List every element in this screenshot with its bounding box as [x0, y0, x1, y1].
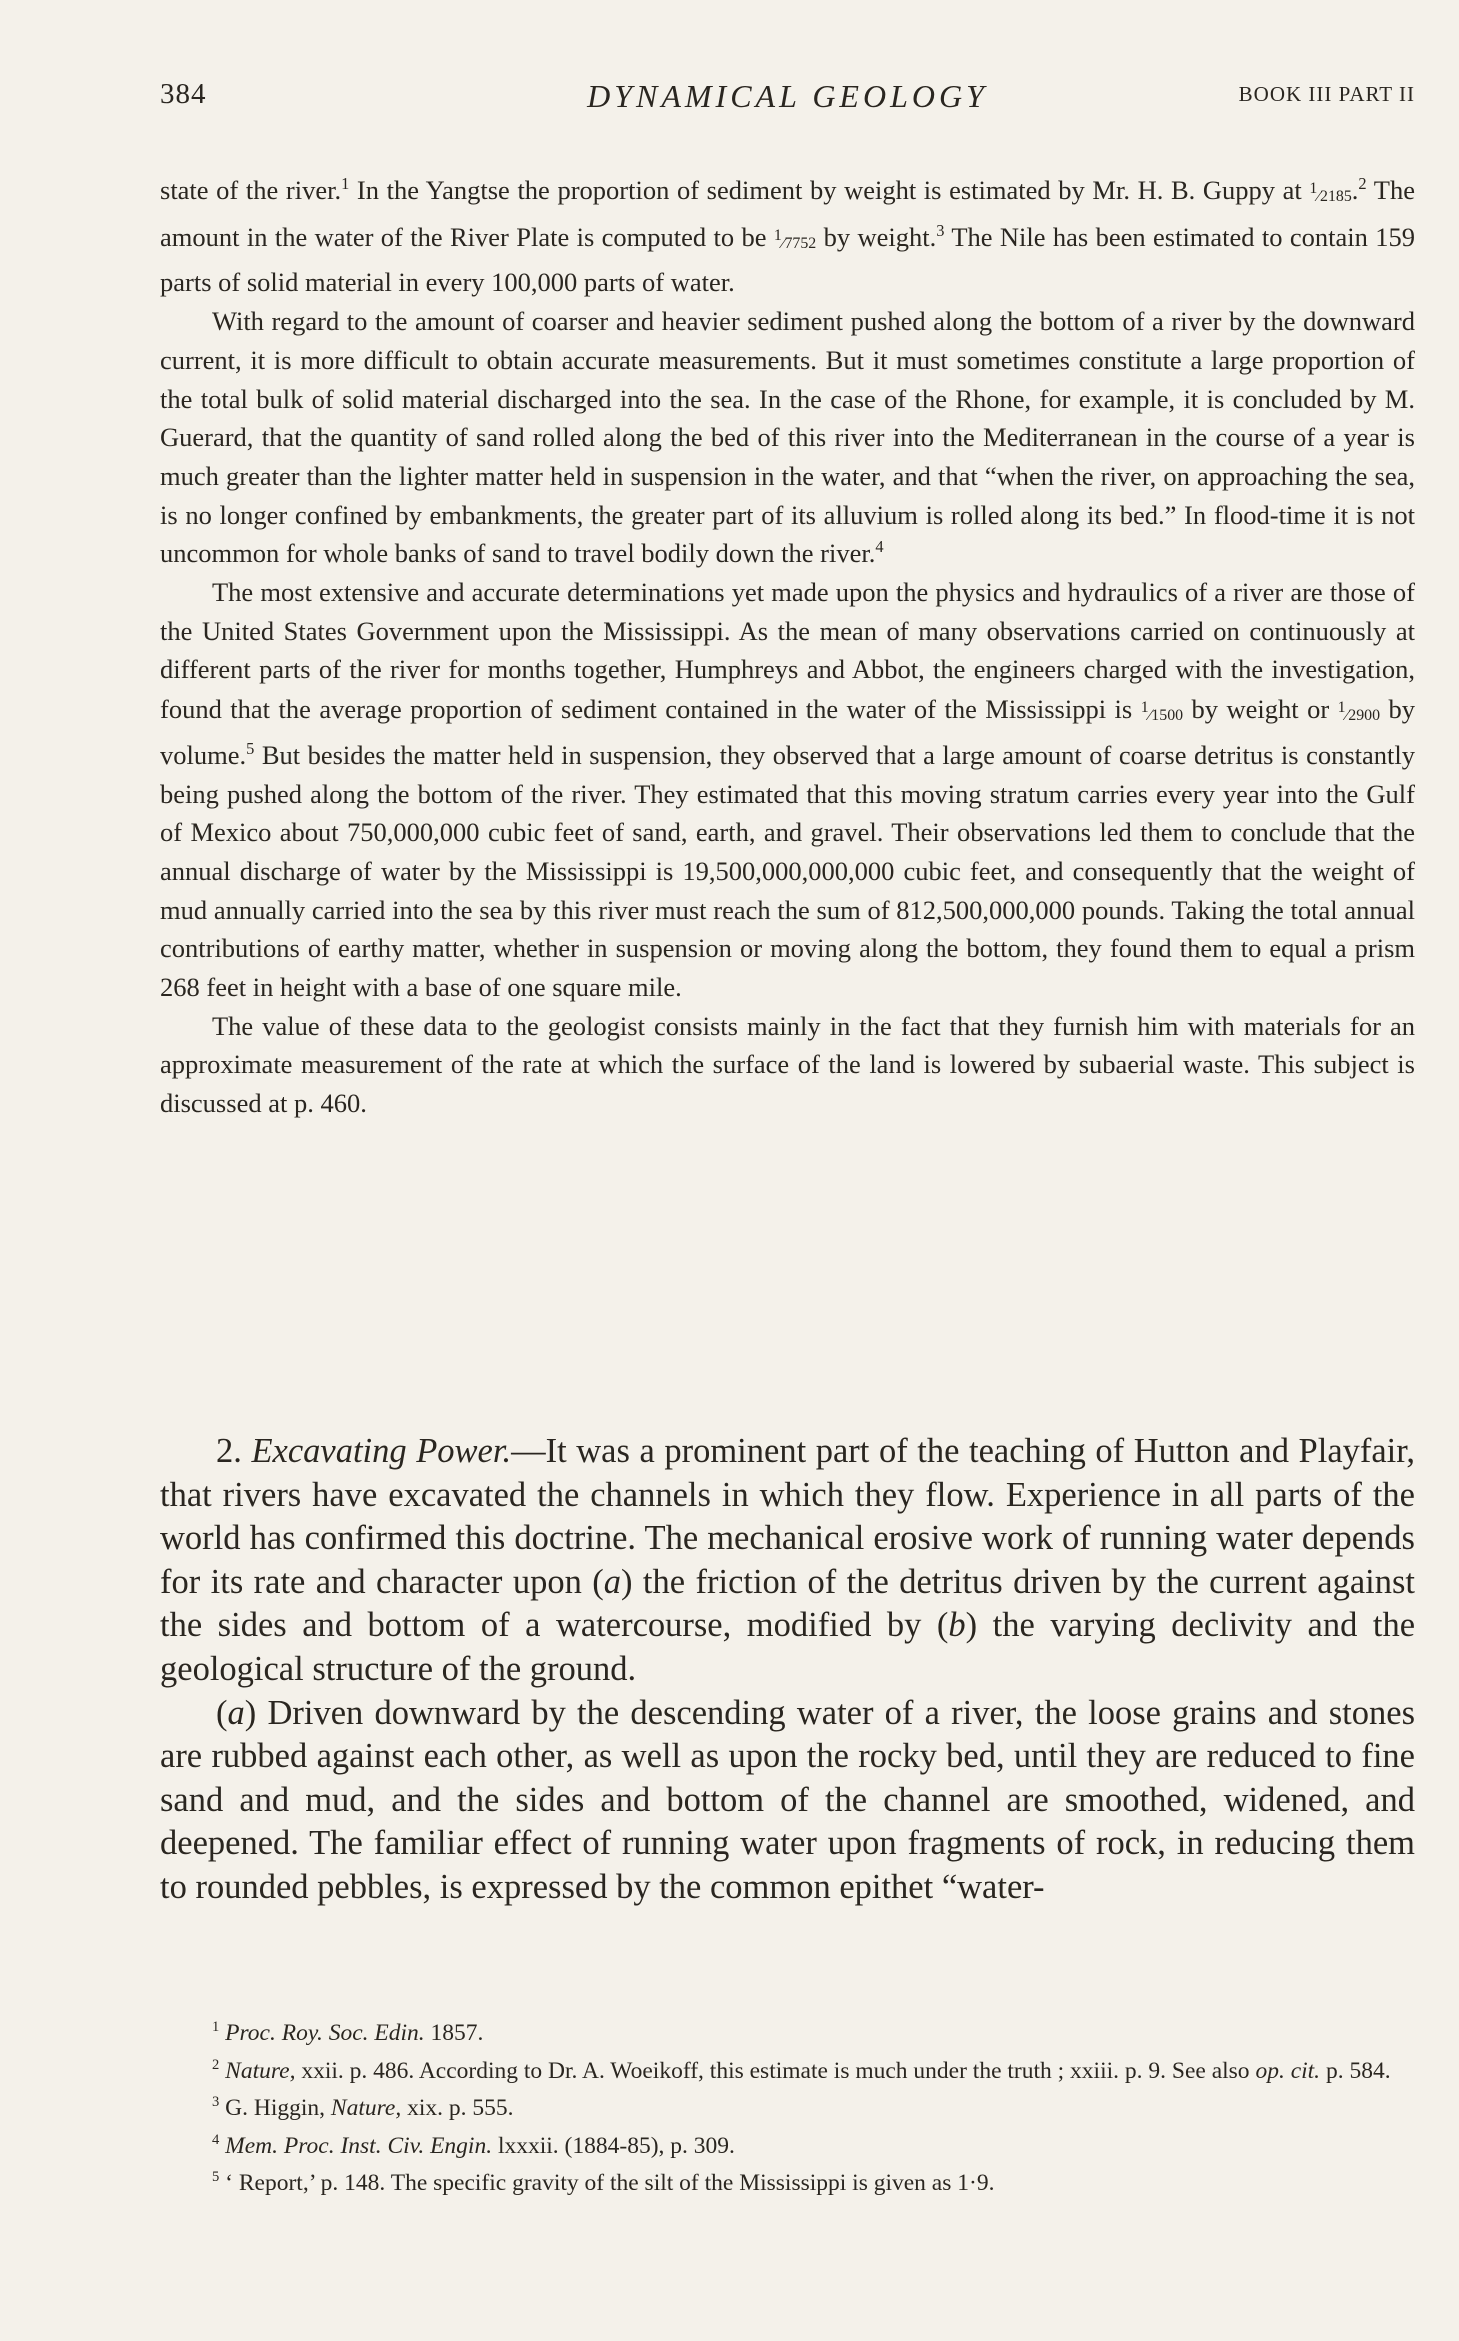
- footnote-ref-1[interactable]: 1: [341, 174, 350, 194]
- footnote-3: $^3$ G. Higgin, Nature, xix. p. 555.: [212, 2094, 514, 2121]
- footnote-ref-5[interactable]: 5: [246, 739, 255, 759]
- paragraph-river-sediment: state of the river.$^1$ In the Yangtse the proportion of sediment by weight is estimated by Mr. H. B. Guppy at 1⁄2185.$^2$ The amount in the water of the River Plate is computed to be 1⁄7752 by weight.$^3$ The Nile has been estimated to contain 159 parts of solid material in every 100,000 parts of water.: [160, 174, 1416, 298]
- footnote-5: $^5$ ‘ Report,’ p. 148. The specific gravity of the silt of the Mississippi is given as 1·9.: [212, 2169, 995, 2196]
- fraction: 1⁄7752: [773, 226, 817, 252]
- running-header: [160, 78, 1415, 122]
- paragraph-coarse-sediment: With regard to the amount of coarser and heavier sediment pushed along the bottom of a river by the downward current, it is more difficult to obtain accurate measurements. But it must sometimes constitute a large proportion of the total bulk of solid material discharged into the sea. In the case of the Rhone, for example, it is concluded by M. Guerard, that the quantity of sand rolled along the bed of this river into the Mediterranean in the course of a year is much greater than the lighter matter held in suspension in the water, and that “when the river, on approaching the sea, is no longer confined by embankments, the greater part of its alluvium is rolled along its bed.” In flood-time it is not uncommon for whole banks of sand to travel bodily down the river.$^4$: [160, 306, 1415, 569]
- footnote-ref-3[interactable]: 3: [936, 220, 945, 240]
- section-excavating-power: 2. Excavating Power.—It was a prominent part of the teaching of Hutton and Playfair, that rivers have excavated the channels in which they flow. Experience in all parts of the world has confirmed this doctrine. The mechanical erosive work of running water depends for its rate and character upon (a) the friction of the detritus driven by the current against the sides and bottom of a watercourse, modified by (b) the varying declivity and the geological structure of the ground.: [160, 1432, 1416, 1688]
- footnote-ref-4[interactable]: 4: [875, 537, 884, 557]
- body-text-large: [160, 1430, 1415, 1910]
- footnotes: [160, 2015, 1415, 2203]
- paragraph-value-of-data: The value of these data to the geologist consists mainly in the fact that they furnish him with materials for an approximate measurement of the rate at which the surface of the land is lowered by subaerial waste. This subject is discussed at p. 460.: [160, 1010, 1415, 1119]
- section-label: BOOK III PART II: [1238, 82, 1415, 106]
- footnote-4: $^4$ Mem. Proc. Inst. Civ. Engin. lxxxii. (1884-85), p. 309.: [212, 2131, 735, 2159]
- footnote-2: $^2$ Nature, xxii. p. 486. According to Dr. A. Woeikoff, this estimate is much under the truth ; xxiii. p. 9. See also op. cit. p. 584.: [212, 2056, 1391, 2084]
- section-heading: Excavating Power.: [251, 1432, 512, 1470]
- paragraph-mississippi: The most extensive and accurate determinations yet made upon the physics and hydraulics of a river are those of the United States Government upon the Mississippi. As the mean of many observations carried on continuously at different parts of the river for months together, Humphreys and Abbot, the engineers charged with the investigation, found that the average proportion of sediment contained in the water of the Mississippi is 1⁄1500 by weight or 1⁄2900 by volume.$^5$ But besides the matter held in suspension, they observed that a large amount of coarse detritus is constantly being pushed along the bottom of the river. They estimated that this moving stratum carries every year into the Gulf of Mexico about 750,000,000 cubic feet of sand, earth, and gravel. Their observations led them to conclude that the annual discharge of water by the Mississippi is 19,500,000,000,000 cubic feet, and consequently that the weight of mud annually carried into the sea by this river must reach the sum of 812,500,000,000 pounds. Taking the total annual contributions of earthy matter, whether in suspension or moving along the bottom, they found them to equal a prism 268 feet in height with a base of one square mile.: [160, 577, 1416, 1003]
- fraction: 1⁄2185: [1309, 180, 1352, 205]
- body-text-small: [160, 170, 1415, 1123]
- fraction: 1⁄1500: [1140, 699, 1184, 725]
- fraction: 1⁄2900: [1337, 699, 1381, 725]
- footnote-ref-2[interactable]: 2: [1358, 174, 1367, 194]
- paragraph-driven-downward: (a) Driven downward by the descending water of a river, the loose grains and stones are rubbed against each other, as well as upon the rocky bed, until they are reduced to fine sand and mud, and the sides and bottom of the channel are smoothed, widened, and deepened. The familiar effect of running water upon fragments of rock, in reducing them to rounded pebbles, is expressed by the common epithet “water-: [160, 1693, 1415, 1906]
- footnote-1: $^1$ Proc. Roy. Soc. Edin. 1857.: [212, 2019, 484, 2046]
- page-number: 384: [160, 78, 207, 110]
- running-title: DYNAMICAL GEOLOGY: [587, 78, 988, 114]
